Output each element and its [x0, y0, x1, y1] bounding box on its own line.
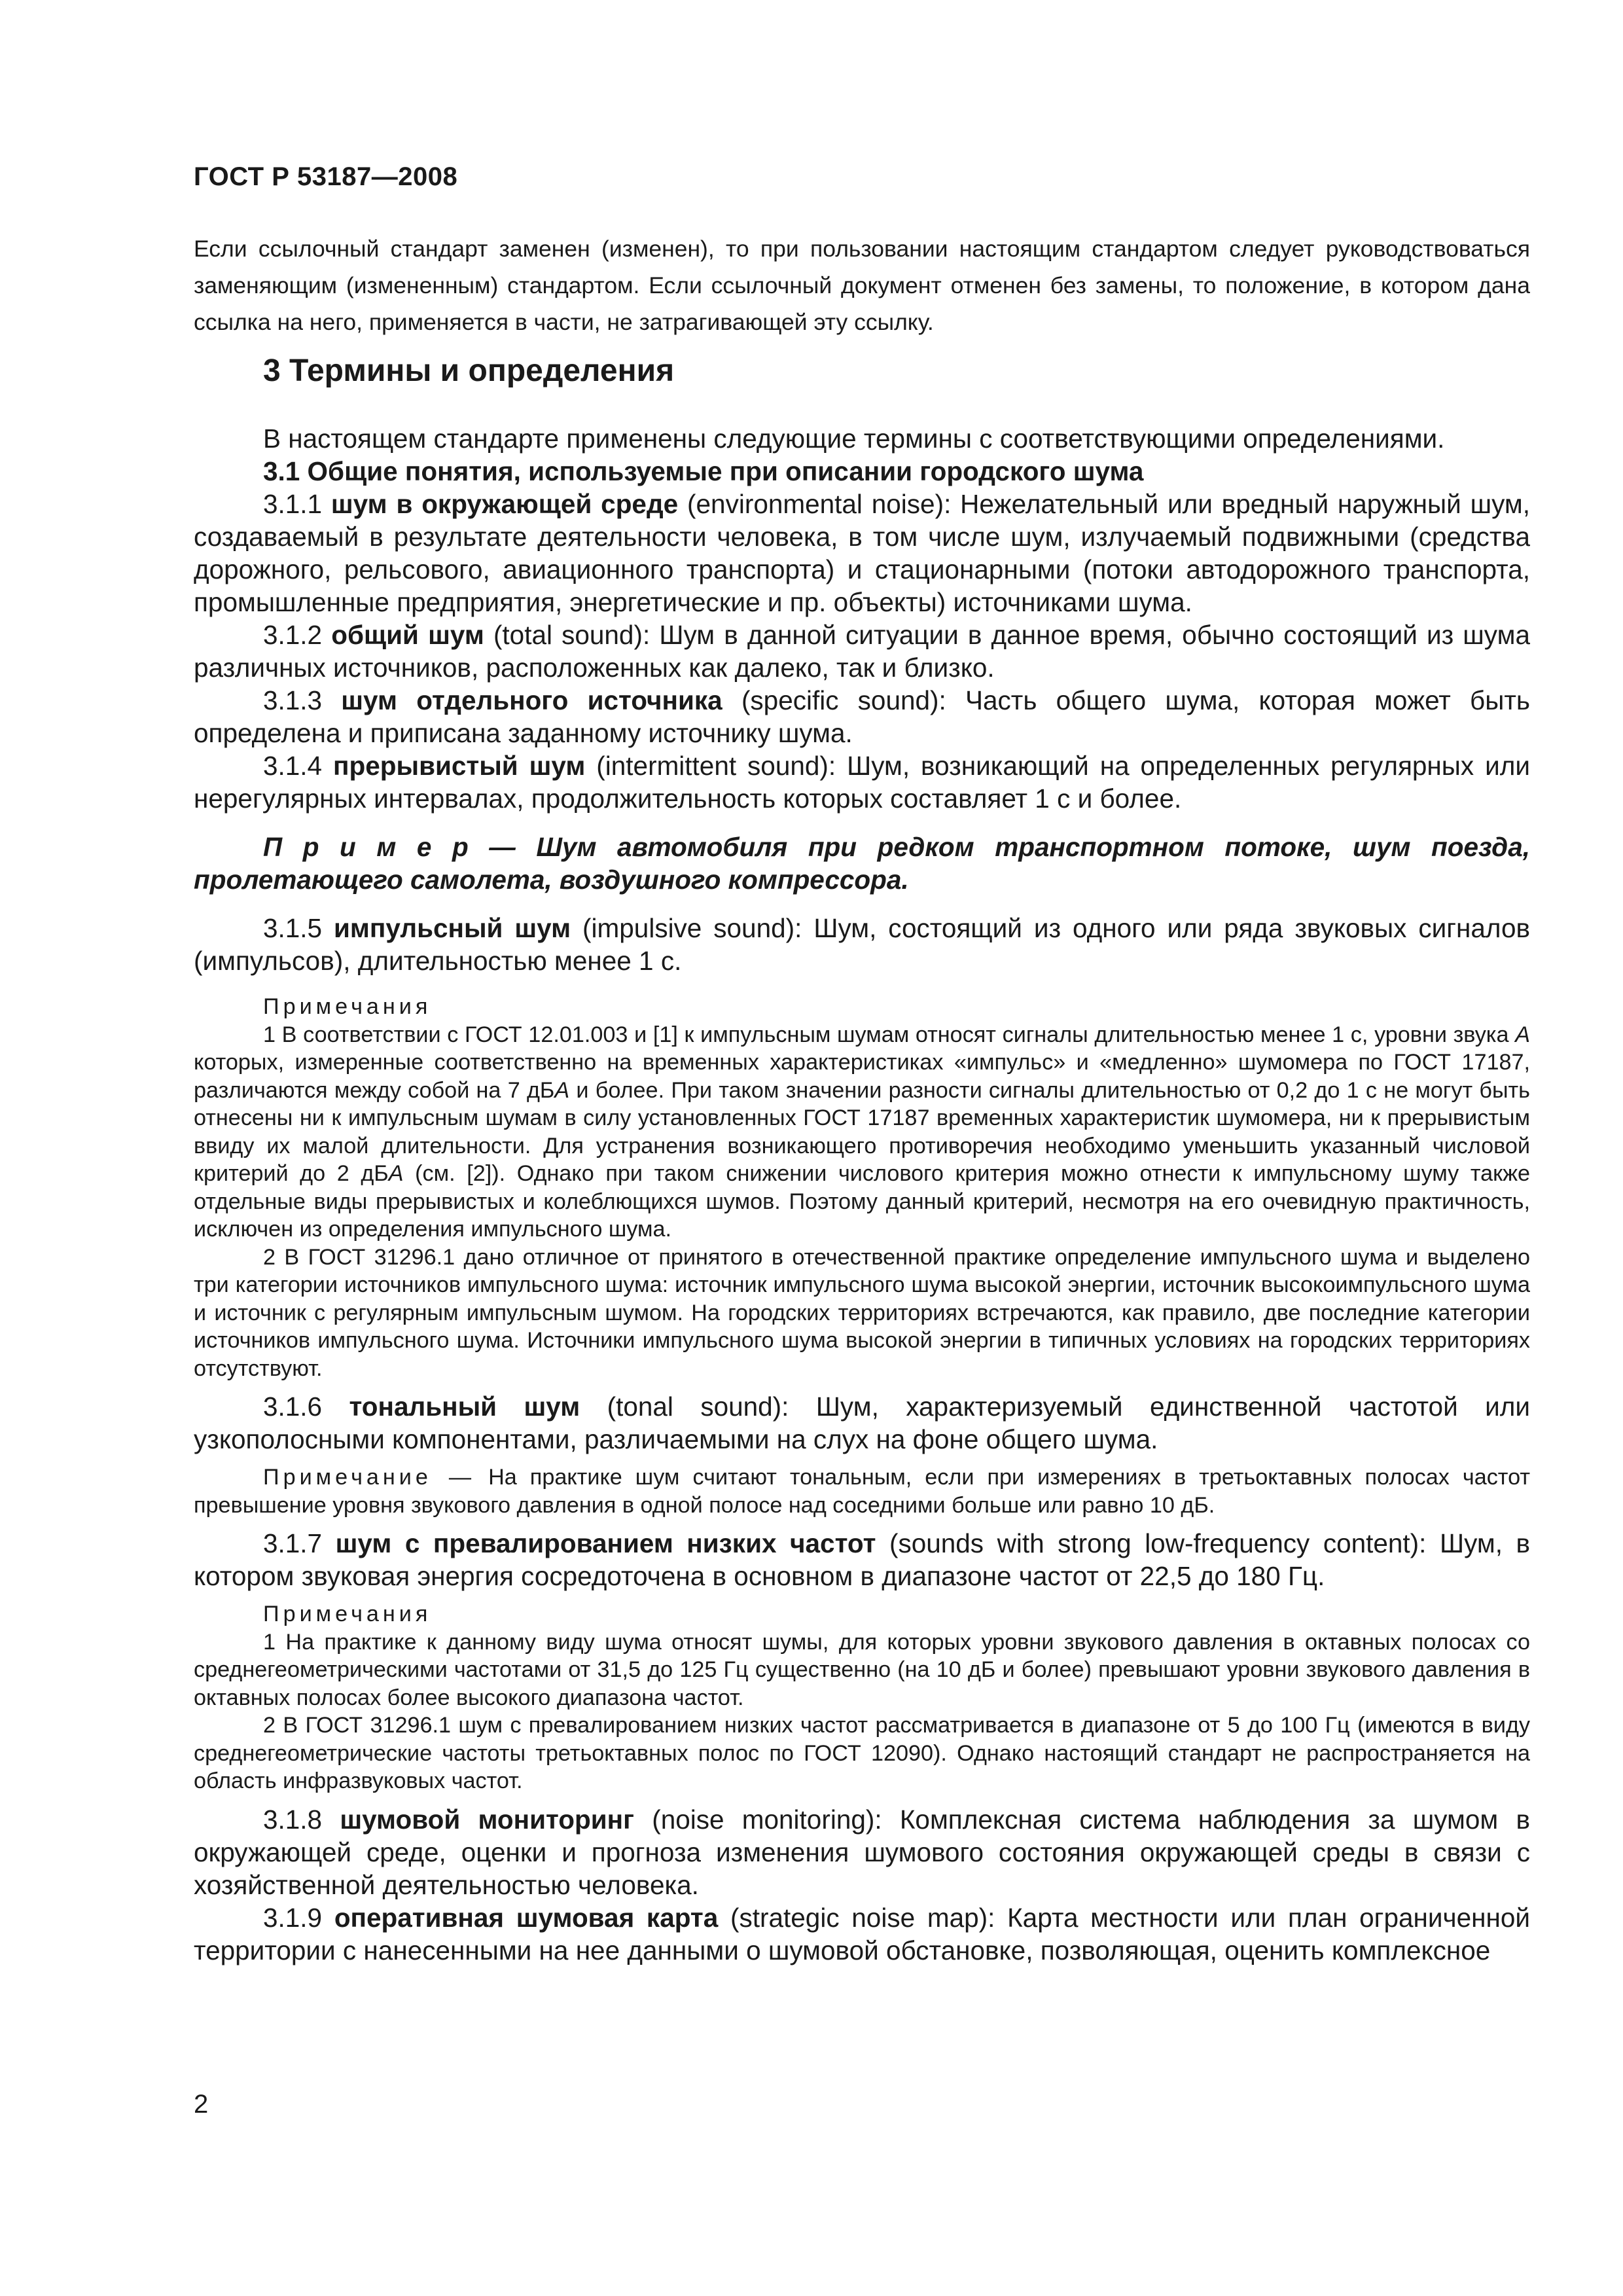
spacer [194, 896, 1530, 912]
terms-body [194, 422, 1530, 1967]
note-symbol: А [1515, 1022, 1530, 1047]
term-english: (impulsive sound): [582, 913, 802, 943]
notes-heading: Примечания [263, 994, 432, 1019]
term-english: (tonal sound): [607, 1391, 789, 1422]
spacer [194, 1592, 1530, 1600]
term-3-1-2 [194, 619, 1530, 684]
term-3-1-9 [194, 1901, 1530, 1967]
term-definition: Нежелательный или вредный наружный шум, создаваемый в результате деятельности человека, в том числе шум, излучаемый подвижными (средства дорожного, рельсового, авиационного транспорта) и стационарными (потоки автодорожного транспорта, промышленные предприятия, энергетические и пр. объекты) источниками шума. [194, 489, 1530, 617]
term-3-1-7 [194, 1527, 1530, 1592]
term-definition: Шум, в котором звуковая энергия сосредоточена в основном в диапазоне частот от 22,5 до 180 Гц. [194, 1528, 1530, 1591]
term-number: 3.1.3 [263, 685, 323, 715]
term-name: шум в окружающей среде [330, 489, 679, 519]
spacer [194, 815, 1530, 831]
note-2: 2 В ГОСТ 31296.1 дано отличное от принятого в отечественной практике определение импульсного шума и выделено три категории источников импульсного шума: источник импульсного шума высокой энергии, источник высокоимпульсного шума и источник с регулярным импульсным шумом. На городских территориях встречаются, как правило, две последние категории источников импульсного шума. Источники импульсного шума высокой энергии в типичных условиях на городских территориях отсутствуют. [194, 1244, 1530, 1381]
subsection-heading: 3.1 Общие понятия, используемые при описании городского шума [263, 456, 1144, 486]
term-english: (environmental noise): [687, 489, 952, 519]
notes-3-1-7 [194, 1600, 1530, 1795]
spacer [194, 1795, 1530, 1803]
note-text: 1 В соответствии с ГОСТ 12.01.003 и [1] к импульсным шумам относят сигналы длительностью менее 1 с, уровни звука [263, 1022, 1509, 1047]
term-definition: Часть общего шума, которая может быть определена и приписана заданному источнику шума. [194, 685, 1530, 748]
term-number: 3.1.1 [263, 489, 323, 519]
term-english: (total sound): [493, 620, 651, 650]
page-number: 2 [194, 2090, 209, 2119]
spacer [194, 1456, 1530, 1463]
term-name: оперативная шумовая карта [334, 1902, 719, 1933]
term-number: 3.1.2 [263, 620, 323, 650]
example-note: П р и м е р — Шум автомобиля при редком транспортном потоке, шум поезда, пролетающего самолета, воздушного компрессора. [194, 832, 1530, 895]
note-single [194, 1463, 1530, 1519]
term-english: (noise monitoring): [652, 1804, 882, 1835]
term-3-1-5 [194, 912, 1530, 977]
term-3-1-4 [194, 749, 1530, 815]
note-3-1-6 [194, 1463, 1530, 1519]
term-definition: Шум в данной ситуации в данное время, обычно состоящий из шума различных источников, расположенных как далеко, так и близко. [194, 620, 1530, 683]
term-definition: Карта местности или план ограниченной территории с нанесенными на нее данными о шумовой обстановке, позволяющая, оценить комплексное [194, 1902, 1530, 1965]
note-prefix: Примечание — [263, 1465, 476, 1490]
note-symbol: А [388, 1161, 404, 1186]
term-number: 3.1.6 [263, 1391, 323, 1422]
term-english: (specific sound): [741, 685, 946, 715]
term-name: тональный шум [349, 1391, 580, 1422]
term-definition: Шум, состоящий из одного или ряда звуковых сигналов (импульсов), длительностью менее 1 с. [194, 913, 1530, 976]
intro-paragraph [194, 230, 1530, 340]
term-name: прерывистый шум [333, 751, 586, 781]
term-number: 3.1.9 [263, 1902, 323, 1933]
term-number: 3.1.4 [263, 751, 323, 781]
term-name: шумовой мониторинг [340, 1804, 634, 1835]
term-number: 3.1.8 [263, 1804, 323, 1835]
spacer [194, 1519, 1530, 1527]
spacer [194, 977, 1530, 993]
term-number: 3.1.7 [263, 1528, 323, 1558]
term-name: общий шум [331, 620, 484, 650]
note-2: 2 В ГОСТ 31296.1 шум с превалированием низких частот рассматривается в диапазоне от 5 до 100 Гц (имеются в виду среднегеометрические частоты третьоктавных полос по ГОСТ 12090). Однако настоящий стандарт не распространяется на область инфразвуковых частот. [194, 1713, 1530, 1793]
term-name: импульсный шум [334, 913, 571, 943]
notes-3-1-5 [194, 993, 1530, 1382]
note-1 [194, 1021, 1530, 1244]
note-text: и более. При таком значении разности сигналы длительностью от 0,2 до 1 с не могут быть отнесены ни к импульсным шумам в силу установленных ГОСТ 17187 временных характеристик шумомера, ни к прерывистым ввиду их малой длительности. Для устранения возникающего противоречия необходимо уменьшить указанный числовой критерий до 2 дБ [194, 1077, 1530, 1186]
term-definition: Шум, возникающий на определенных регулярных или нерегулярных интервалах, продолжительность которых составляет 1 с и более. [194, 751, 1530, 814]
notes-heading: Примечания [263, 1602, 432, 1626]
note-symbol: А [554, 1077, 570, 1103]
term-name: шум с превалированием низких частот [335, 1528, 876, 1558]
term-name: шум отдельного источника [341, 685, 722, 715]
section-title: 3 Термины и определения [263, 353, 675, 388]
term-definition: Шум, характеризуемый единственной частотой или узкополосными компонентами, различаемыми на слух на фоне общего шума. [194, 1391, 1530, 1454]
term-3-1-3 [194, 684, 1530, 749]
term-number: 3.1.5 [263, 913, 323, 943]
term-3-1-1 [194, 488, 1530, 619]
note-1: 1 На практике к данному виду шума относят шумы, для которых уровни звукового давления в октавных полосах со среднегеометрическими частотами от 31,5 до 125 Гц существенно (на 10 дБ и более) превышают уровни звукового давления в октавных полосах более высокого диапазона частот. [194, 1629, 1530, 1710]
document-code-header: ГОСТ Р 53187—2008 [194, 162, 458, 191]
term-english: (intermittent sound): [596, 751, 836, 781]
term-english: (sounds with strong low-frequency content): [889, 1528, 1427, 1558]
intro-text: Если ссылочный стандарт заменен (изменен), то при пользовании настоящим стандартом следует руководствоваться заменяющим (измененным) стандартом. Если ссылочный документ отменен без замены, то положение, в котором дана ссылка на него, применяется в части, не затрагивающей эту ссылку. [194, 236, 1530, 335]
note-text: На практике шум считают тональным, если при измерениях в третьоктавных полосах частот превышение уровня звукового давления в одной полосе над соседними больше или равно 10 дБ. [194, 1465, 1530, 1518]
term-3-1-8 [194, 1803, 1530, 1901]
term-definition: Комплексная система наблюдения за шумом в окружающей среде, оценки и прогноза изменения шумового состояния окружающей среды в связи с хозяйственной деятельностью человека. [194, 1804, 1530, 1900]
lead-paragraph: В настоящем стандарте применены следующие термины с соответствующими определениями. [263, 423, 1445, 454]
term-3-1-6 [194, 1390, 1530, 1456]
term-english: (strategic noise map): [730, 1902, 995, 1933]
spacer [194, 1382, 1530, 1390]
note-text: которых, измеренные соответственно на временных характеристиках «импульс» и «медленно» шумомера по ГОСТ 17187, различаются между собой на 7 дБ [194, 1050, 1530, 1103]
note-text: (см. [2]). Однако при таком снижении числового критерия можно отнести к импульсному шуму также отдельные виды прерывистых и колеблющихся шумов. Поэтому данный критерий, несмотря на его очевидную практичность, исключен из определения импульсного шума. [194, 1161, 1530, 1242]
